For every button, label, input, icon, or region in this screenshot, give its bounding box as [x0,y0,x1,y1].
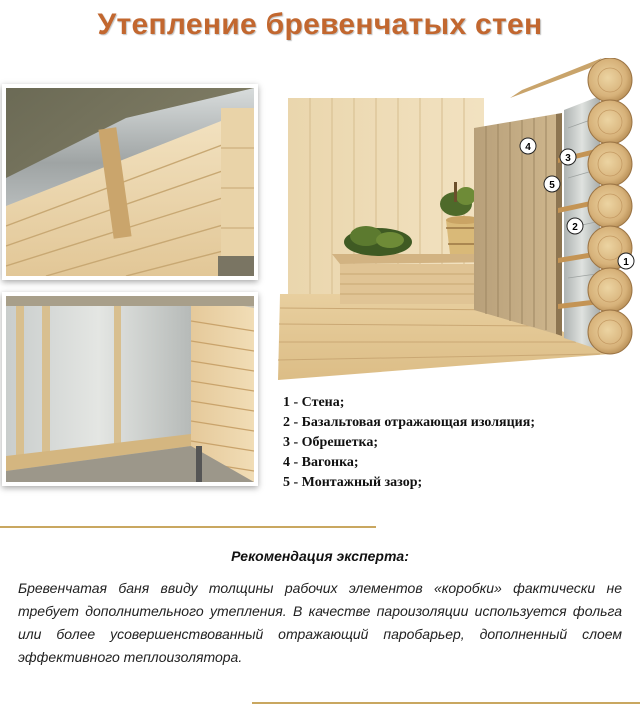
marker-5: 5 [549,180,555,191]
legend-item: 3 - Обрешетка; [283,435,378,450]
legend-item: 4 - Вагонка; [283,455,359,470]
recommendation-heading: Рекомендация эксперта: [231,548,409,564]
photo-foil-corner [2,292,258,486]
divider-bottom [252,702,640,704]
marker-3: 3 [565,153,571,164]
sauna-wall-diagram [270,58,640,391]
photo-foil-battens [2,84,258,280]
marker-2: 2 [572,222,578,233]
marker-1: 1 [623,257,629,268]
legend-item: 1 - Стена; [283,395,345,410]
recommendation-text: Бревенчатая баня ввиду толщины рабочих элементов «коробки» фактически не требует дополнительного утепления. В качестве пароизоляции используется фольга или более усовершенствованный отражающий паробарьер, дополненный слоем эффективного теплоизолятора. [18,580,622,665]
legend-item: 5 - Монтажный зазор; [283,475,423,490]
page-title: Утепление бревенчатых стен [97,8,543,41]
divider-top [0,526,376,528]
marker-4: 4 [525,142,531,153]
legend-item: 2 - Базальтовая отражающая изоляция; [283,415,535,430]
diagram-legend [283,393,535,493]
